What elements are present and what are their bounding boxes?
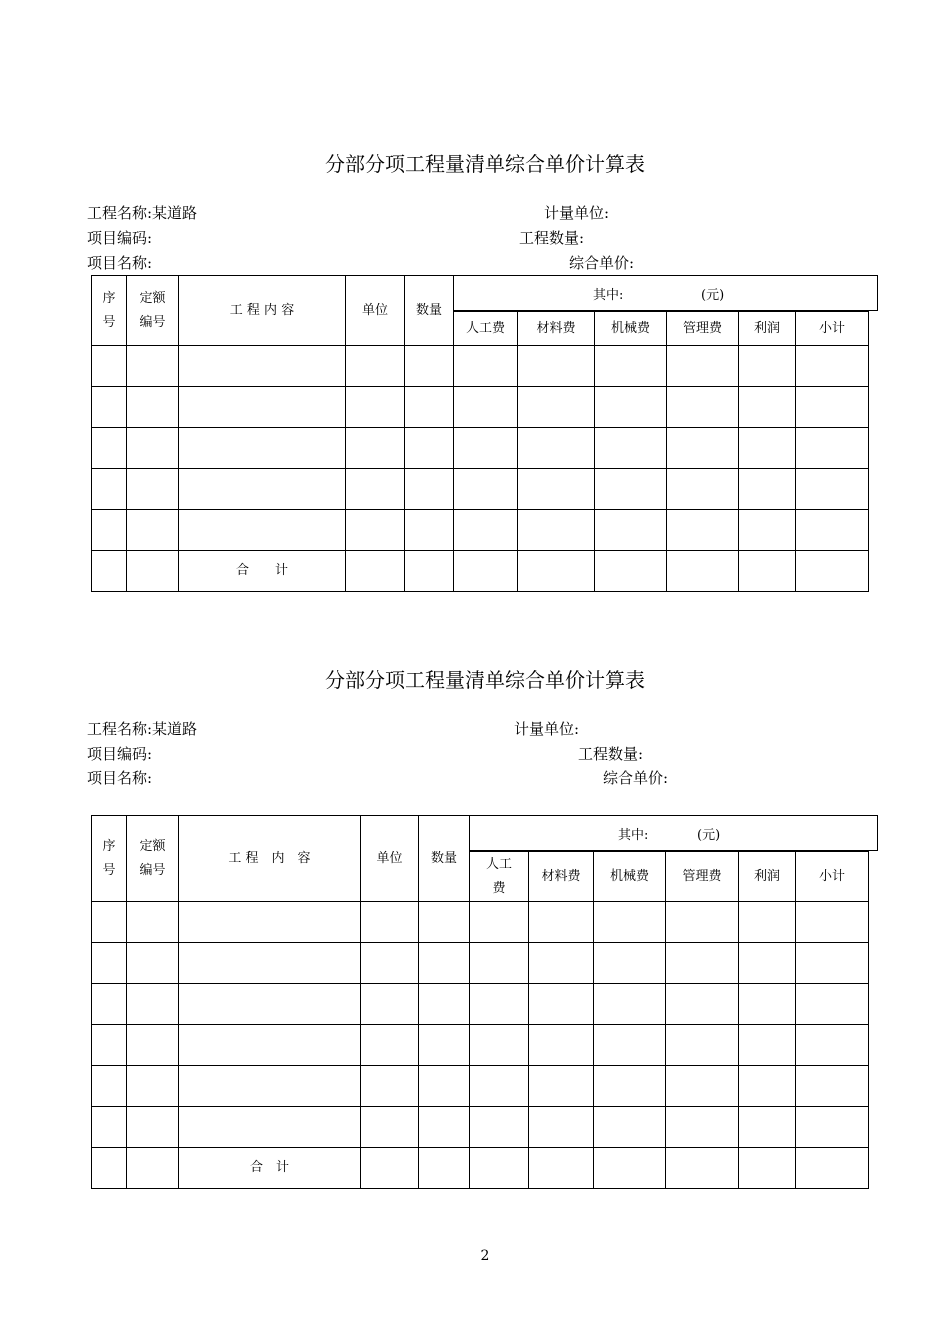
header-unit: 单位 [346,276,405,346]
table-row [92,1107,869,1148]
header-management: 管理费 [667,312,739,346]
page-number: 2 [480,1248,490,1264]
header-qty: 数量 [405,276,454,346]
header-material: 材料费 [529,852,594,902]
of-which-label: 其中: [593,288,624,303]
total-row [92,1148,869,1189]
sheet2-item-code: 项目编码: [87,745,153,763]
of-which-label: 其中: [618,828,649,843]
table-row [92,469,869,510]
sheet1-measure-unit: 计量单位: [544,204,610,222]
header-unit: 单位 [361,816,419,902]
table-row [92,387,869,428]
header-profit: 利润 [739,852,796,902]
sheet2-measure-unit: 计量单位: [514,720,580,738]
total-label: 合 计 [179,551,346,592]
table-row [92,1025,869,1066]
header-machinery: 机械费 [594,852,666,902]
header-seq: 序 号 [92,816,127,902]
header-labor: 人工 费 [470,852,529,902]
currency-label: (元) [697,828,721,843]
header-content: 工 程 内 容 [179,816,361,902]
total-row [92,551,869,592]
sheet2-item-name: 项目名称: [87,769,153,787]
header-content: 工 程 内 容 [179,276,346,346]
sheet2-project-name: 工程名称:某道路 [87,720,198,738]
sheet1-of-which-header [453,275,878,311]
sheet1-item-code: 项目编码: [87,229,153,247]
sheet2-title: 分部分项工程量清单综合单价计算表 [325,668,645,692]
sheet1-unit-price: 综合单价: [569,254,635,272]
header-machinery: 机械费 [595,312,667,346]
header-subtotal: 小计 [796,312,869,346]
header-labor: 人工费 [454,312,518,346]
header-qty: 数量 [419,816,470,902]
table-row [92,984,869,1025]
table-row [92,510,869,551]
sheet1-table [91,275,869,592]
table-row [92,1066,869,1107]
sheet2-unit-price: 综合单价: [603,769,669,787]
total-label: 合 计 [179,1148,361,1189]
header-quota-code: 定额 编号 [127,816,179,902]
table-row [92,428,869,469]
sheet1-quantity: 工程数量: [519,229,585,247]
sheet1-project-name: 工程名称:某道路 [87,204,198,222]
header-subtotal: 小计 [796,852,869,902]
sheet2-quantity: 工程数量: [578,745,644,763]
currency-label: (元) [701,288,725,303]
header-management: 管理费 [666,852,739,902]
sheet1-title: 分部分项工程量清单综合单价计算表 [325,152,645,176]
table-row [92,902,869,943]
header-material: 材料费 [518,312,595,346]
sheet1-item-name: 项目名称: [87,254,153,272]
header-seq: 序 号 [92,276,127,346]
table-row [92,346,869,387]
header-profit: 利润 [739,312,796,346]
sheet2-table [91,815,869,1189]
header-quota-code: 定额 编号 [127,276,179,346]
table-row [92,943,869,984]
sheet2-of-which-header [469,815,878,851]
